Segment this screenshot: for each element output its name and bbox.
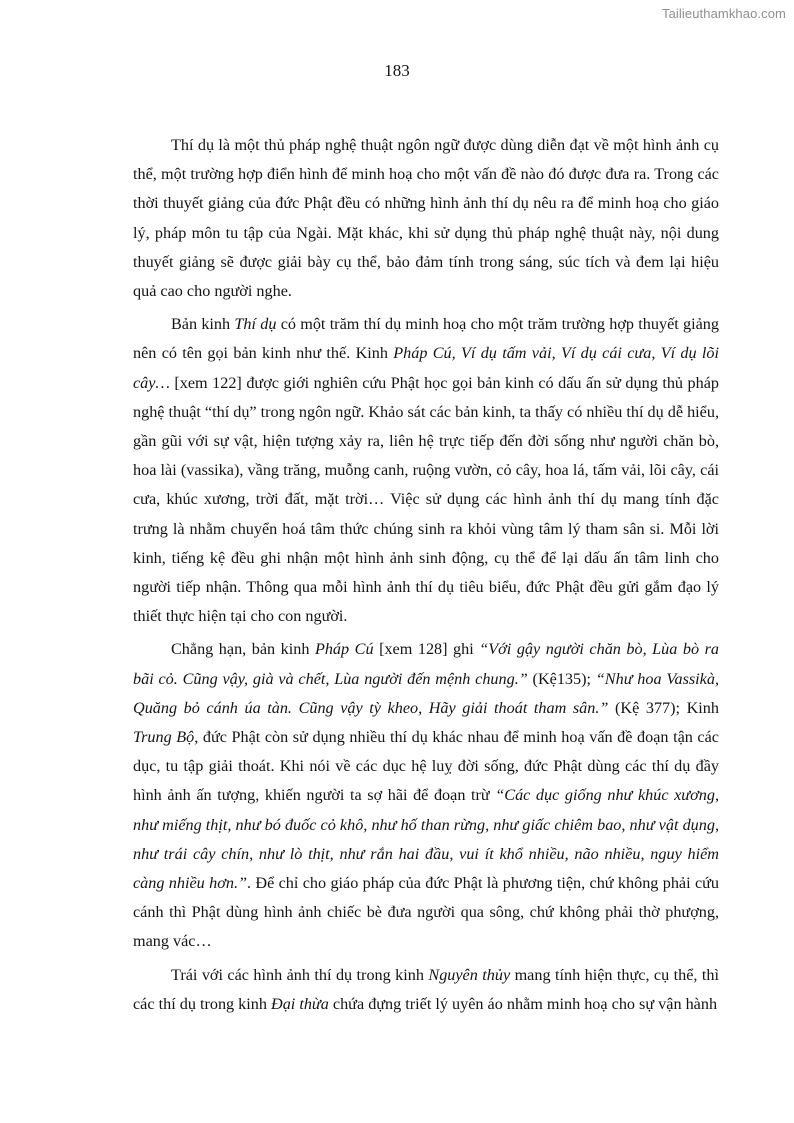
text-run: Thí dụ là một thủ pháp nghệ thuật ngôn ngữ được dùng diễn đạt về một hình ảnh cụ thể, một trường hợp điển hình để minh hoạ cho một vấn đề nào đó được đưa ra. Trong các thời thuyết giảng của đức Phật đều có những hình ảnh thí dụ nêu ra để minh hoạ cho giáo lý, pháp môn tu tập của Ngài. Mặt khác, khi sử dụng thủ pháp nghệ thuật này, nội dung thuyết giảng sẽ được giải bày cụ thể, bảo đảm tính trong sáng, súc tích và đem lại hiệu quả cao cho người nghe. xyxy=(133,136,719,301)
italic-quote: “Các dục giống như khúc xương, như miếng thịt, như bó đuốc cỏ khô, như hố than rừng, như giấc chiêm bao, như vật dụng, như trái cây chín, như lò thịt, như rắn hai đầu, vui ít khổ nhiều, não nhiều, nguy hiểm càng nhiều hơn.” xyxy=(133,786,719,893)
page-number: 183 xyxy=(384,61,410,80)
paragraph-4 xyxy=(133,961,719,1019)
text-run: có một trăm thí dụ minh hoạ cho một trăm trường hợp thuyết giảng nên có tên gọi bản kinh như thế. Kinh xyxy=(133,315,719,363)
text-run: [xem 122] được giới nghiên cứu Phật học gọi bản kinh có dấu ấn sử dụng thủ pháp nghệ thuật “thí dụ” trong ngôn ngữ. Khảo sát các bản kinh, ta thấy có nhiều thí dụ dễ hiểu, gần gũi với sự vật, hiện tượng xảy ra, liên hệ trực tiếp đến đời sống như người chăn bò, hoa lài (vassika), vầng trăng, muỗng canh, ruộng vườn, cỏ cây, hoa lá, tấm vải, lõi cây, cái cưa, khúc xương, trời đất, mặt trời… Việc sử dụng các hình ảnh thí dụ mang tính đặc trưng là nhằm chuyển hoá tâm thức chúng sinh ra khỏi vùng tâm lý tham sân si. Mỗi lời kinh, tiếng kệ đều ghi nhận một hình ảnh sinh động, cụ thể để lại dấu ấn tâm linh cho người tiếp nhận. Thông qua mỗi hình ảnh thí dụ tiêu biểu, đức Phật đều gửi gắm đạo lý thiết thực hiện tại cho con người. xyxy=(133,373,719,626)
italic-title: Thí dụ xyxy=(234,315,277,334)
text-run: Chẳng hạn, bản kinh xyxy=(171,640,315,659)
italic-title: Pháp Cú xyxy=(314,640,374,659)
watermark-text: Tailieuthamkhao.com xyxy=(661,6,786,21)
text-run: , đức Phật còn sử dụng nhiều thí dụ khác nhau để minh hoạ vấn đề đoạn tận các dục, tu tập giải thoát. Khi nói về các dục hệ luỵ đời sống, đức Phật dùng các thí dụ đầy hình ảnh ấn tượng, khiến người ta sợ hãi để đoạn trừ xyxy=(133,728,719,805)
text-run: mang tính hiện thực, cụ thể, thì các thí dụ trong kinh xyxy=(133,965,719,1013)
italic-quote: “Với gậy người chăn bò, Lùa bò ra bãi cỏ. Cũng vậy, già và chết, Lùa người đến mệnh chung.” xyxy=(133,640,719,688)
paragraph-1 xyxy=(133,131,719,306)
text-run: Bản kinh xyxy=(171,315,235,334)
text-run: (Kệ135); xyxy=(527,669,596,688)
italic-title: Đại thừa xyxy=(271,994,329,1013)
text-run: Trái với các hình ảnh thí dụ trong kinh xyxy=(171,965,429,984)
italic-title: Trung Bộ xyxy=(133,728,195,747)
paragraph-2 xyxy=(133,310,719,631)
text-run: . Để chỉ cho giáo pháp của đức Phật là phương tiện, chứ không phải cứu cánh thì Phật dùng hình ảnh chiếc bè đưa người qua sông, chứ không phải thờ phượng, mang vác… xyxy=(133,874,719,951)
italic-quote: “Như hoa Vassikà, Quăng bỏ cánh úa tàn. Cũng vậy tỳ kheo, Hãy giải thoát tham sân.” xyxy=(133,669,719,717)
text-run: (Kệ 377); Kinh xyxy=(608,698,719,717)
italic-title: Pháp Cú, Ví dụ tấm vải, Ví dụ cái cưa, Ví dụ lõi cây… xyxy=(133,344,719,392)
page-body xyxy=(133,131,719,1019)
paragraph-3 xyxy=(133,635,719,956)
text-run: chứa đựng triết lý uyên áo nhằm minh hoạ cho sự vận hành xyxy=(328,994,718,1013)
text-run: [xem 128] ghi xyxy=(373,640,480,659)
italic-title: Nguyên thủy xyxy=(428,965,511,984)
